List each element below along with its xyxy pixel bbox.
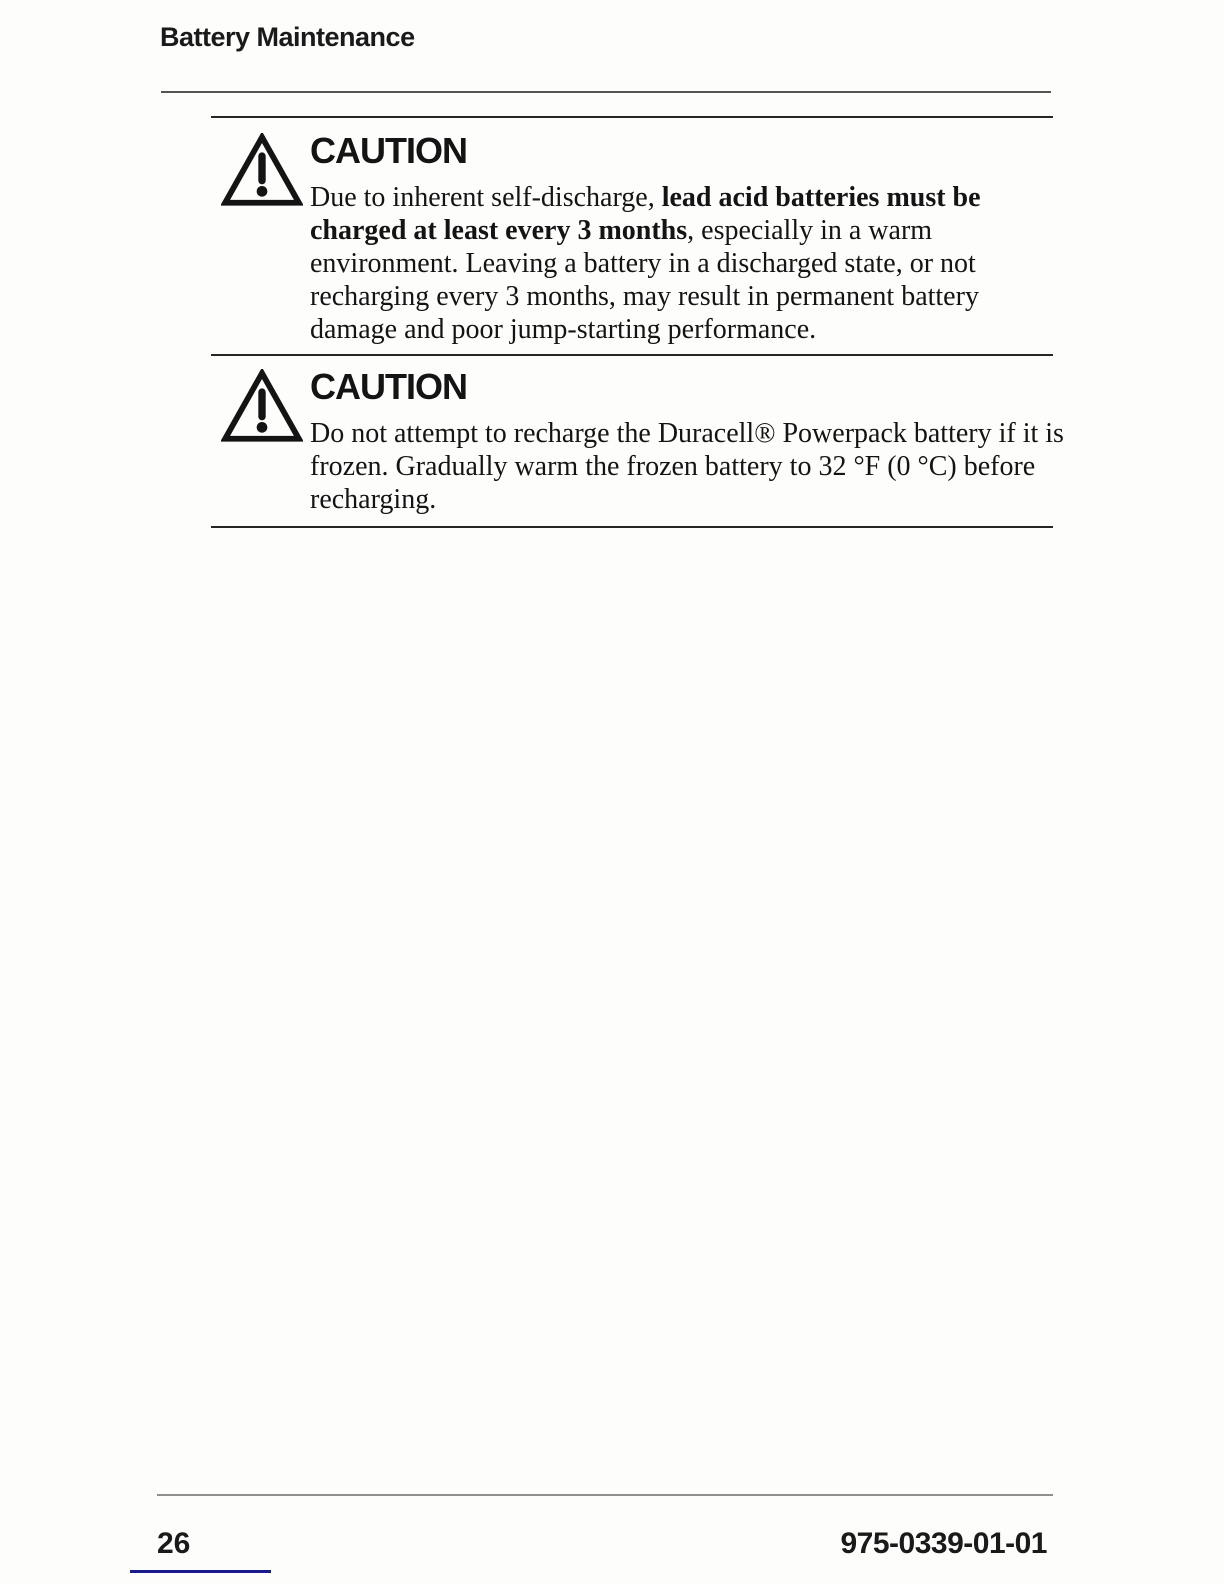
header-divider (161, 91, 1051, 93)
caution-section-2 (211, 366, 1064, 516)
caution-divider-bottom (211, 526, 1053, 528)
page-title: Battery Maintenance (160, 22, 415, 52)
page-number: 26 (157, 1527, 191, 1560)
caution-content (310, 368, 1070, 516)
caution-content (310, 132, 1070, 346)
caution-body-text: Do not attempt to recharge the Duracell® Powerpack battery if it is frozen. Gradually warm the frozen battery to 32 °F (0 °C) before recharging. (310, 418, 1064, 515)
document-number: 975-0339-01-01 (840, 1527, 1047, 1560)
warning-triangle-icon (221, 133, 303, 207)
caution-divider-middle (211, 354, 1053, 356)
caution-body-text: Due to inherent self-discharge, lead acid batteries must be charged at least every 3 months, especially in a warm environment. Leaving a battery in a discharged state, or not recharging every 3 months, may result in permanent battery damage and poor jump-starting performance. (310, 182, 981, 345)
warning-triangle-icon (221, 369, 303, 443)
footer-accent-line (130, 1570, 271, 1573)
footer-divider (157, 1494, 1053, 1496)
caution-heading: CAUTION (310, 366, 467, 407)
caution-heading: CAUTION (310, 130, 467, 171)
caution-divider-top (211, 116, 1053, 118)
caution-section-1 (211, 132, 1061, 346)
